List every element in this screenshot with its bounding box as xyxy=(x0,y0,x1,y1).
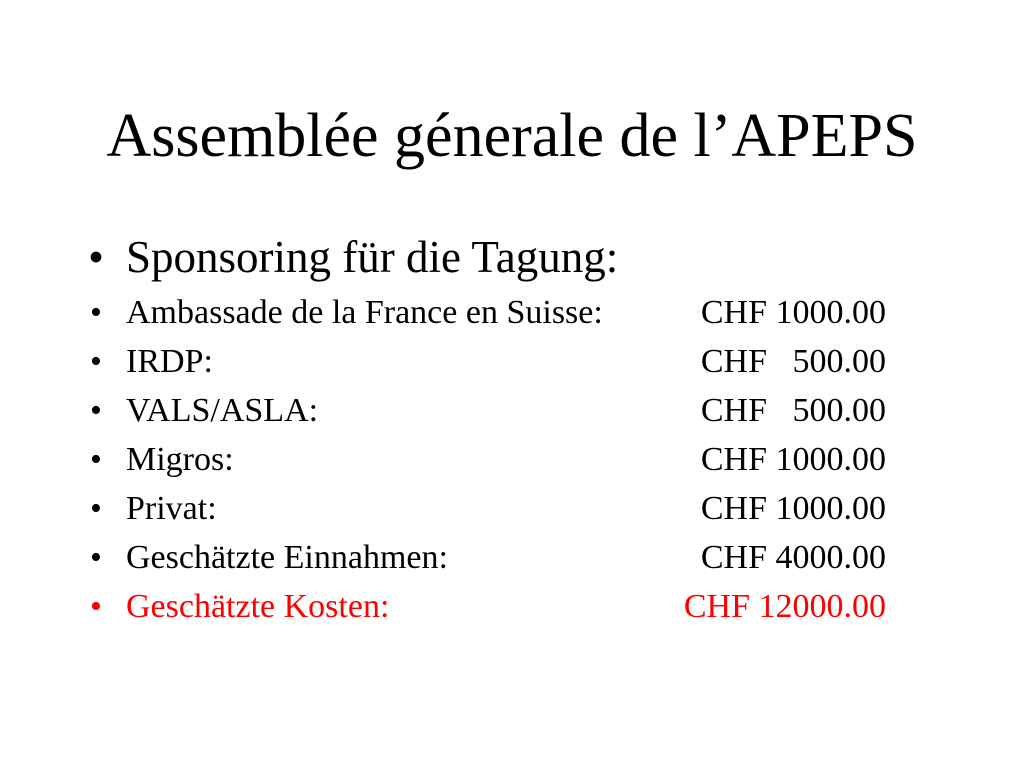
list-item xyxy=(0,345,1024,379)
item-label: Geschätzte Einnahmen: xyxy=(126,539,448,576)
bullet-icon: • xyxy=(88,232,104,282)
list-item xyxy=(0,394,1024,428)
bullet-icon: • xyxy=(90,392,102,429)
slide-title: Assemblée génerale de l’APEPS xyxy=(106,102,918,170)
item-label: Privat: xyxy=(126,490,217,527)
bullet-icon: • xyxy=(90,294,102,331)
item-amount: CHF 1000.00 xyxy=(700,490,886,527)
item-label: Migros: xyxy=(126,441,234,478)
bullet-heading xyxy=(0,232,1024,282)
bullet-icon: • xyxy=(90,441,102,478)
item-label: Geschätzte Kosten: xyxy=(126,588,390,625)
list-item xyxy=(0,443,1024,477)
item-amount: CHF 4000.00 xyxy=(700,539,886,576)
bullet-icon: • xyxy=(90,490,102,527)
bullet-icon: • xyxy=(90,343,102,380)
list-item xyxy=(0,296,1024,330)
item-amount: CHF 500.00 xyxy=(700,343,886,380)
item-amount: CHF 500.00 xyxy=(700,392,886,429)
bullet-list xyxy=(0,232,1024,625)
heading-label: Sponsoring für die Tagung: xyxy=(126,232,619,282)
bullet-icon: • xyxy=(90,539,102,576)
item-label: IRDP: xyxy=(126,343,213,380)
item-amount: CHF 1000.00 xyxy=(700,294,886,331)
item-amount: CHF 1000.00 xyxy=(700,441,886,478)
item-amount: CHF 12000.00 xyxy=(683,588,886,625)
list-item xyxy=(0,492,1024,526)
item-label: VALS/ASLA: xyxy=(126,392,319,429)
list-item-total-costs xyxy=(0,590,1024,624)
bullet-icon: • xyxy=(90,588,102,625)
item-label: Ambassade de la France en Suisse: xyxy=(126,294,603,331)
list-item xyxy=(0,541,1024,575)
